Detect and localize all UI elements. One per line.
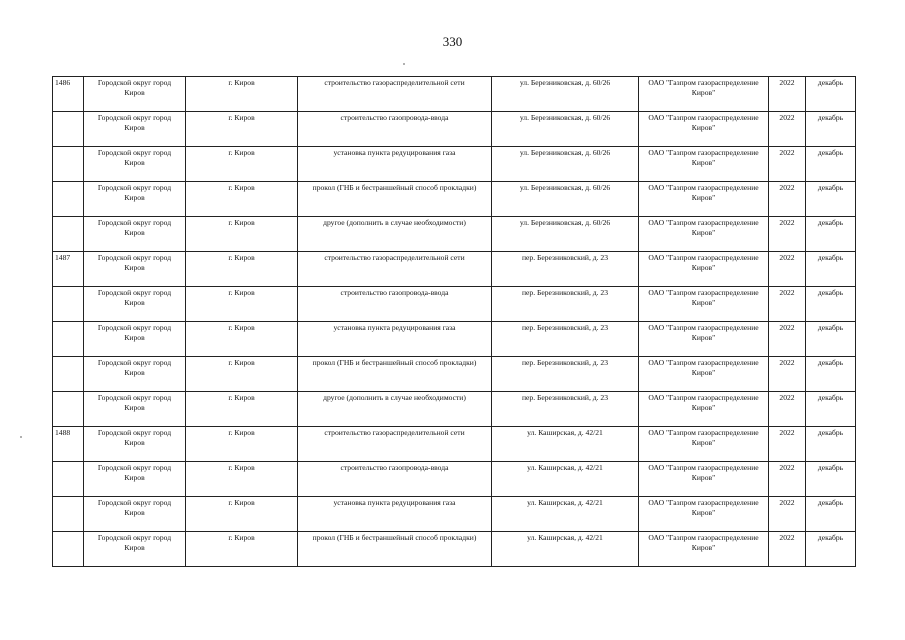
table-row	[53, 532, 856, 567]
cell-work-type	[298, 287, 492, 322]
address-text: ул. Березниковская, д. 60/26	[519, 218, 611, 227]
organization-line-1: ОАО "Газпром газораспределение	[648, 393, 759, 402]
address-text: пер. Березниковский, д. 23	[521, 393, 609, 402]
cell-work-type	[298, 217, 492, 252]
municipality-line-2: Киров	[124, 333, 145, 342]
year-text: 2022	[779, 288, 795, 297]
organization-line-2: Киров"	[691, 508, 716, 517]
cell-number	[53, 287, 84, 322]
municipality-line-2: Киров	[124, 193, 145, 202]
cell-organization	[639, 497, 769, 532]
cell-month	[806, 322, 856, 357]
cell-municipality	[84, 357, 186, 392]
cell-organization	[639, 217, 769, 252]
municipality-line-1: Городской округ город	[97, 253, 172, 262]
cell-address	[492, 322, 639, 357]
organization-line-2: Киров"	[691, 543, 716, 552]
cell-number	[53, 147, 84, 182]
work-type-text: прокол (ГНБ и бестраншейный способ прокладки)	[312, 358, 477, 367]
address-text: пер. Березниковский, д. 23	[521, 288, 609, 297]
cell-address	[492, 532, 639, 567]
municipality-line-2: Киров	[124, 368, 145, 377]
work-type-text: другое (дополнить в случае необходимости)	[323, 218, 466, 227]
organization-line-1: ОАО "Газпром газораспределение	[648, 78, 759, 87]
table-row	[53, 147, 856, 182]
cell-month	[806, 77, 856, 112]
cell-organization	[639, 252, 769, 287]
locality-text: г. Киров	[228, 218, 255, 227]
table-row	[53, 77, 856, 112]
table-row	[53, 252, 856, 287]
locality-text: г. Киров	[228, 183, 255, 192]
address-text: ул. Березниковская, д. 60/26	[519, 78, 611, 87]
locality-text: г. Киров	[228, 358, 255, 367]
cell-number	[53, 497, 84, 532]
municipality-line-2: Киров	[124, 228, 145, 237]
table-row	[53, 112, 856, 147]
organization-line-1: ОАО "Газпром газораспределение	[648, 113, 759, 122]
cell-organization	[639, 532, 769, 567]
cell-locality	[186, 217, 298, 252]
cell-number	[53, 462, 84, 497]
cell-number	[53, 252, 84, 287]
cell-municipality	[84, 252, 186, 287]
cell-organization	[639, 322, 769, 357]
month-text: декабрь	[817, 113, 844, 122]
scan-speck	[20, 436, 22, 438]
cell-locality	[186, 182, 298, 217]
cell-month	[806, 112, 856, 147]
cell-address	[492, 217, 639, 252]
municipality-line-2: Киров	[124, 473, 145, 482]
locality-text: г. Киров	[228, 498, 255, 507]
cell-month	[806, 532, 856, 567]
cell-year	[769, 392, 806, 427]
month-text: декабрь	[817, 428, 844, 437]
organization-line-1: ОАО "Газпром газораспределение	[648, 288, 759, 297]
address-text: ул. Каширская, д. 42/21	[527, 498, 603, 507]
cell-year	[769, 77, 806, 112]
year-text: 2022	[779, 498, 795, 507]
cell-number	[53, 532, 84, 567]
month-text: декабрь	[817, 498, 844, 507]
cell-municipality	[84, 322, 186, 357]
cell-year	[769, 427, 806, 462]
cell-number	[53, 217, 84, 252]
address-text: ул. Каширская, д. 42/21	[527, 428, 603, 437]
table-row	[53, 392, 856, 427]
locality-text: г. Киров	[228, 393, 255, 402]
organization-line-1: ОАО "Газпром газораспределение	[648, 358, 759, 367]
month-text: декабрь	[817, 463, 844, 472]
year-text: 2022	[779, 428, 795, 437]
cell-work-type	[298, 357, 492, 392]
month-text: декабрь	[817, 183, 844, 192]
year-text: 2022	[779, 218, 795, 227]
cell-locality	[186, 357, 298, 392]
locality-text: г. Киров	[228, 148, 255, 157]
cell-municipality	[84, 532, 186, 567]
cell-month	[806, 287, 856, 322]
organization-line-2: Киров"	[691, 158, 716, 167]
table-row	[53, 497, 856, 532]
cell-address	[492, 427, 639, 462]
table-row	[53, 357, 856, 392]
row-number: 1488	[55, 428, 71, 437]
cell-number	[53, 392, 84, 427]
cell-work-type	[298, 532, 492, 567]
year-text: 2022	[779, 183, 795, 192]
cell-work-type	[298, 252, 492, 287]
municipality-line-1: Городской округ город	[97, 323, 172, 332]
cell-municipality	[84, 112, 186, 147]
cell-number	[53, 322, 84, 357]
table-row	[53, 322, 856, 357]
organization-line-1: ОАО "Газпром газораспределение	[648, 148, 759, 157]
organization-line-2: Киров"	[691, 193, 716, 202]
year-text: 2022	[779, 393, 795, 402]
row-number: 1487	[55, 253, 71, 262]
locality-text: г. Киров	[228, 113, 255, 122]
cell-organization	[639, 147, 769, 182]
cell-municipality	[84, 182, 186, 217]
cell-locality	[186, 497, 298, 532]
work-type-text: строительство газораспределительной сети	[324, 428, 465, 437]
cell-work-type	[298, 427, 492, 462]
locality-text: г. Киров	[228, 253, 255, 262]
year-text: 2022	[779, 358, 795, 367]
work-type-text: строительство газопровода-ввода	[340, 463, 449, 472]
month-text: декабрь	[817, 358, 844, 367]
cell-address	[492, 497, 639, 532]
year-text: 2022	[779, 323, 795, 332]
cell-year	[769, 252, 806, 287]
address-text: ул. Каширская, д. 42/21	[527, 533, 603, 542]
month-text: декабрь	[817, 323, 844, 332]
cell-year	[769, 462, 806, 497]
month-text: декабрь	[817, 78, 844, 87]
cell-month	[806, 147, 856, 182]
cell-address	[492, 252, 639, 287]
year-text: 2022	[779, 463, 795, 472]
month-text: декабрь	[817, 148, 844, 157]
year-text: 2022	[779, 113, 795, 122]
organization-line-1: ОАО "Газпром газораспределение	[648, 463, 759, 472]
cell-municipality	[84, 427, 186, 462]
locality-text: г. Киров	[228, 78, 255, 87]
cell-address	[492, 392, 639, 427]
address-text: пер. Березниковский, д. 23	[521, 253, 609, 262]
cell-work-type	[298, 77, 492, 112]
year-text: 2022	[779, 253, 795, 262]
cell-number	[53, 427, 84, 462]
cell-address	[492, 287, 639, 322]
address-text: пер. Березниковский, д. 23	[521, 323, 609, 332]
table-row	[53, 287, 856, 322]
cell-locality	[186, 532, 298, 567]
cell-year	[769, 532, 806, 567]
municipality-line-1: Городской округ город	[97, 218, 172, 227]
address-text: ул. Березниковская, д. 60/26	[519, 148, 611, 157]
municipality-line-1: Городской округ город	[97, 148, 172, 157]
municipality-line-2: Киров	[124, 543, 145, 552]
cell-municipality	[84, 77, 186, 112]
work-type-text: прокол (ГНБ и бестраншейный способ прокладки)	[312, 183, 477, 192]
cell-month	[806, 462, 856, 497]
municipality-line-2: Киров	[124, 438, 145, 447]
cell-month	[806, 427, 856, 462]
locality-text: г. Киров	[228, 463, 255, 472]
cell-year	[769, 112, 806, 147]
cell-work-type	[298, 462, 492, 497]
month-text: декабрь	[817, 253, 844, 262]
organization-line-2: Киров"	[691, 438, 716, 447]
work-type-text: строительство газораспределительной сети	[324, 78, 465, 87]
address-text: ул. Березниковская, д. 60/26	[519, 183, 611, 192]
municipality-line-2: Киров	[124, 508, 145, 517]
work-type-text: прокол (ГНБ и бестраншейный способ прокладки)	[312, 533, 477, 542]
organization-line-2: Киров"	[691, 368, 716, 377]
cell-address	[492, 462, 639, 497]
municipality-line-1: Городской округ город	[97, 78, 172, 87]
cell-municipality	[84, 217, 186, 252]
municipality-line-1: Городской округ город	[97, 463, 172, 472]
municipality-line-1: Городской округ город	[97, 358, 172, 367]
address-text: пер. Березниковский, д. 23	[521, 358, 609, 367]
cell-year	[769, 497, 806, 532]
organization-line-2: Киров"	[691, 123, 716, 132]
organization-line-1: ОАО "Газпром газораспределение	[648, 323, 759, 332]
cell-locality	[186, 252, 298, 287]
work-type-text: строительство газораспределительной сети	[324, 253, 465, 262]
cell-work-type	[298, 182, 492, 217]
cell-month	[806, 357, 856, 392]
organization-line-1: ОАО "Газпром газораспределение	[648, 183, 759, 192]
cell-address	[492, 147, 639, 182]
cell-year	[769, 217, 806, 252]
cell-municipality	[84, 392, 186, 427]
organization-line-1: ОАО "Газпром газораспределение	[648, 218, 759, 227]
locality-text: г. Киров	[228, 428, 255, 437]
organization-line-2: Киров"	[691, 88, 716, 97]
cell-locality	[186, 427, 298, 462]
address-text: ул. Березниковская, д. 60/26	[519, 113, 611, 122]
cell-locality	[186, 147, 298, 182]
municipality-line-2: Киров	[124, 298, 145, 307]
cell-month	[806, 497, 856, 532]
cell-locality	[186, 392, 298, 427]
year-text: 2022	[779, 533, 795, 542]
municipality-line-2: Киров	[124, 88, 145, 97]
work-type-text: строительство газопровода-ввода	[340, 113, 449, 122]
organization-line-2: Киров"	[691, 298, 716, 307]
cell-year	[769, 322, 806, 357]
cell-year	[769, 287, 806, 322]
cell-month	[806, 217, 856, 252]
cell-organization	[639, 462, 769, 497]
month-text: декабрь	[817, 533, 844, 542]
address-text: ул. Каширская, д. 42/21	[527, 463, 603, 472]
work-type-text: установка пункта редуцирования газа	[333, 498, 456, 507]
organization-line-1: ОАО "Газпром газораспределение	[648, 253, 759, 262]
cell-work-type	[298, 392, 492, 427]
year-text: 2022	[779, 148, 795, 157]
cell-locality	[186, 462, 298, 497]
cell-year	[769, 357, 806, 392]
month-text: декабрь	[817, 393, 844, 402]
organization-line-2: Киров"	[691, 263, 716, 272]
municipality-line-1: Городской округ город	[97, 113, 172, 122]
organization-line-2: Киров"	[691, 333, 716, 342]
cell-municipality	[84, 497, 186, 532]
municipality-line-2: Киров	[124, 403, 145, 412]
table-row	[53, 217, 856, 252]
cell-year	[769, 182, 806, 217]
work-type-text: установка пункта редуцирования газа	[333, 323, 456, 332]
organization-line-2: Киров"	[691, 228, 716, 237]
locality-text: г. Киров	[228, 323, 255, 332]
cell-municipality	[84, 287, 186, 322]
cell-municipality	[84, 462, 186, 497]
municipality-line-1: Городской округ город	[97, 288, 172, 297]
month-text: декабрь	[817, 288, 844, 297]
cell-municipality	[84, 147, 186, 182]
organization-line-1: ОАО "Газпром газораспределение	[648, 533, 759, 542]
organization-line-2: Киров"	[691, 473, 716, 482]
cell-address	[492, 77, 639, 112]
cell-work-type	[298, 322, 492, 357]
municipality-line-2: Киров	[124, 158, 145, 167]
cell-month	[806, 392, 856, 427]
organization-line-1: ОАО "Газпром газораспределение	[648, 428, 759, 437]
municipality-line-1: Городской округ город	[97, 428, 172, 437]
work-type-text: другое (дополнить в случае необходимости)	[323, 393, 466, 402]
locality-text: г. Киров	[228, 288, 255, 297]
cell-locality	[186, 287, 298, 322]
cell-organization	[639, 287, 769, 322]
cell-organization	[639, 77, 769, 112]
organization-line-2: Киров"	[691, 403, 716, 412]
cell-address	[492, 112, 639, 147]
cell-month	[806, 182, 856, 217]
municipality-line-2: Киров	[124, 123, 145, 132]
cell-address	[492, 357, 639, 392]
cell-organization	[639, 182, 769, 217]
cell-organization	[639, 112, 769, 147]
cell-organization	[639, 392, 769, 427]
table-row	[53, 462, 856, 497]
cell-organization	[639, 427, 769, 462]
month-text: декабрь	[817, 218, 844, 227]
scan-speck	[403, 63, 405, 65]
cell-number	[53, 77, 84, 112]
cell-locality	[186, 322, 298, 357]
locality-text: г. Киров	[228, 533, 255, 542]
municipality-line-1: Городской округ город	[97, 393, 172, 402]
municipality-line-1: Городской округ город	[97, 498, 172, 507]
cell-year	[769, 147, 806, 182]
organization-line-1: ОАО "Газпром газораспределение	[648, 498, 759, 507]
cell-work-type	[298, 147, 492, 182]
cell-locality	[186, 77, 298, 112]
table-body	[53, 77, 856, 567]
table-row	[53, 427, 856, 462]
municipality-line-1: Городской округ город	[97, 183, 172, 192]
page-number: 330	[442, 34, 463, 49]
cell-work-type	[298, 112, 492, 147]
cell-month	[806, 252, 856, 287]
row-number: 1486	[55, 78, 71, 87]
cell-work-type	[298, 497, 492, 532]
cell-locality	[186, 112, 298, 147]
municipality-line-2: Киров	[124, 263, 145, 272]
cell-number	[53, 182, 84, 217]
municipality-line-1: Городской округ город	[97, 533, 172, 542]
cell-address	[492, 182, 639, 217]
register-table	[52, 76, 856, 567]
cell-number	[53, 112, 84, 147]
work-type-text: установка пункта редуцирования газа	[333, 148, 456, 157]
year-text: 2022	[779, 78, 795, 87]
work-type-text: строительство газопровода-ввода	[340, 288, 449, 297]
table-row	[53, 182, 856, 217]
cell-number	[53, 357, 84, 392]
cell-organization	[639, 357, 769, 392]
